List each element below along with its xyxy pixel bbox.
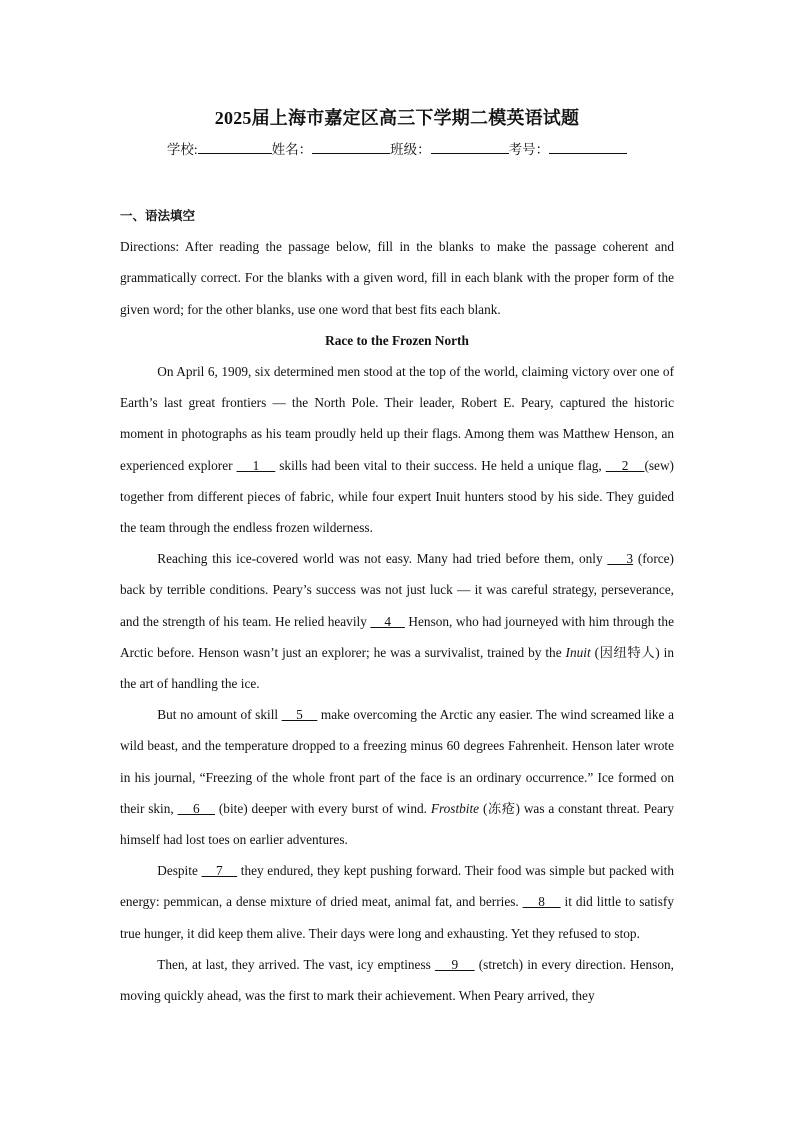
- blank-7[interactable]: 7: [201, 863, 238, 879]
- name-label: 姓名：: [271, 142, 313, 157]
- text: But no amount of skill: [157, 707, 282, 723]
- text: skills had been vital to their success. He held a unique flag,: [275, 457, 606, 473]
- inuit-gloss: (因纽特人): [590, 644, 660, 660]
- paragraph-4: [120, 855, 674, 949]
- text: (force) back by terrible conditions. Peary’s success was not just luck — it was careful strategy, perseverance, and the strength of his team. He relied heavily: [120, 551, 674, 629]
- text: Reaching this ice-covered world was not easy. Many had tried before them, only: [157, 551, 608, 567]
- text: (bite) deeper with every burst of wind.: [215, 800, 431, 816]
- paragraph-5: [120, 949, 674, 1011]
- blank-9[interactable]: 9: [434, 956, 475, 972]
- blank-5[interactable]: 5: [281, 707, 318, 723]
- page-title: 2025届上海市嘉定区高三下学期二模英语试题: [214, 108, 580, 128]
- text: (sew) together from different pieces of fabric, while four expert Inuit hunters stood by his side. They guided the team through the endless frozen wilderness.: [120, 457, 674, 536]
- inuit-term: Inuit: [565, 644, 591, 660]
- text: (stretch) in every direction. Henson, moving quickly ahead, was the first to mark their achievement. When Peary arrived, they: [120, 956, 674, 1004]
- text: Despite: [157, 863, 202, 879]
- blank-8[interactable]: 8: [522, 894, 561, 910]
- text: make overcoming the Arctic any easier. The wind screamed like a wild beast, and the temperature dropped to a freezing minus 60 degrees Fahrenheit. Henson later wrote in his journal, “Freezing of the whole front part of the face is an ordinary occurrence.” Ice formed on their skin,: [120, 707, 674, 816]
- passage-title: Race to the Frozen North: [325, 332, 469, 348]
- text: it did little to satisfy true hunger, it did keep them alive. Their days were long and exhausting. Yet they refused to stop.: [120, 894, 674, 941]
- number-label: 考号：: [508, 142, 550, 157]
- paragraph-3: [120, 699, 674, 855]
- school-label: 学校:: [166, 142, 198, 157]
- text: (冻疮) was a constant threat. Peary himself had lost toes on earlier adventures.: [120, 800, 674, 848]
- name-field[interactable]: [312, 141, 390, 154]
- class-label: 班级：: [390, 142, 431, 157]
- blank-1[interactable]: 1: [236, 457, 276, 473]
- paragraph-2: [120, 543, 674, 699]
- directions: Directions: After reading the passage below, fill in the blanks to make the passage coherent and grammatically correct. For the blanks with a given word, fill in each blank with the proper form of the given word; for the other blanks, use one word that best fits each blank.: [120, 239, 674, 317]
- text: Henson, who had journeyed with him through the Arctic before. Henson wasn’t just an explorer; he was a survivalist, trained by the: [120, 613, 674, 660]
- school-field[interactable]: [198, 141, 272, 154]
- frostbite-term: Frostbite: [430, 800, 480, 816]
- paragraph-1: [120, 356, 674, 543]
- exam-number-field[interactable]: [549, 141, 627, 154]
- text: they endured, they kept pushing forward. Their food was simple but packed with energy: pemmican, a dense mixture of dried meat, animal fat, and berries.: [120, 863, 674, 910]
- section-heading: 一、语法填空: [120, 208, 196, 223]
- student-info-line: [0, 138, 794, 158]
- blank-2[interactable]: 2: [605, 457, 645, 473]
- text: Then, at last, they arrived. The vast, icy emptiness: [157, 956, 435, 972]
- text: On April 6, 1909, six determined men stood at the top of the world, claiming victory over one of Earth’s last great frontiers — the North Pole. Their leader, Robert E. Peary, captured the historic moment in photographs as his team proudly held up their flags. Among them was Matthew Henson, an experienced explorer: [120, 364, 674, 473]
- exam-body: [120, 200, 674, 1011]
- blank-4[interactable]: 4: [370, 613, 405, 629]
- blank-3[interactable]: 3: [607, 551, 634, 567]
- class-field[interactable]: [431, 141, 509, 154]
- blank-6[interactable]: 6: [177, 800, 216, 816]
- text: in the art of handling the ice.: [120, 644, 674, 692]
